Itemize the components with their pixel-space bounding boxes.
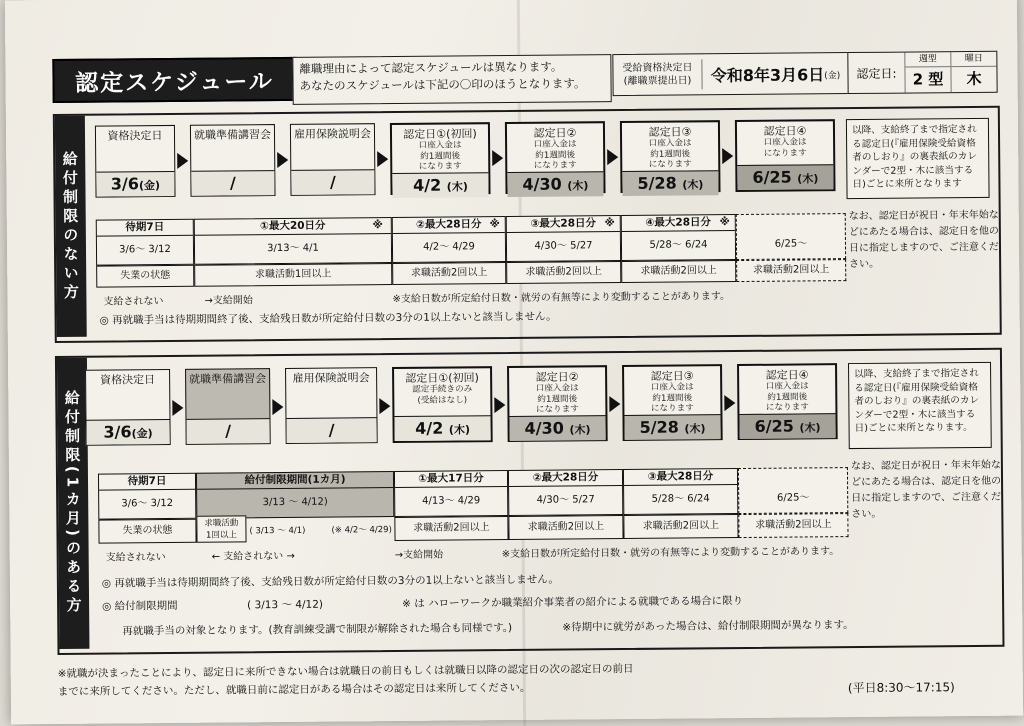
grid-b-r3-note: ※支給日数が所定給付日数・就労の有無等により変動することがあります。: [501, 546, 840, 561]
panel-a-tail-box: 以降、支給終了まで指定される認定日(『雇用保険受給資格者のしおり』の裏表紙のカレンダーで2型・木に該当する日)ごとに来所となります: [846, 118, 990, 199]
grid-b-r2-c2c: (※ 4/2～ 4/29): [331, 525, 392, 536]
grid-b-c5: ③最大28日分 5/28～ 6/24: [623, 468, 738, 515]
flow-box-b-2: 就職準備講習会 /: [185, 368, 271, 445]
grid-a-r2-c4: 求職活動2回以上: [506, 261, 621, 284]
flow-box-b-4-sub: 認定手続きのみ (受給はなし): [412, 384, 473, 406]
flow-box-b-6: 認定日③ 口座入金は 約1週間後 になります 5/28 (木): [622, 364, 723, 441]
flow-arrow-b-5: [609, 396, 620, 412]
flow-box-a-1: 資格決定日 3/6(金): [95, 125, 176, 198]
flow-box-b-4-date: 4/2 (木): [394, 415, 490, 441]
grid-b-r2-c1: 失業の状態: [98, 519, 196, 544]
flow-arrow-a-6: [722, 148, 733, 164]
flow-box-b-1: 資格決定日 3/6(金): [85, 369, 171, 446]
grid-a-r3-c2: →支給開始: [204, 295, 253, 307]
flow-box-a-4-date: 4/2 (木): [392, 172, 488, 198]
grid-b-c2: 給付制限期間(1カ月) 3/13 ～ 4/12): [196, 471, 394, 519]
grid-b-c4: ②最大28日分 4/30～ 5/27: [508, 469, 623, 516]
qualification-date-box: [612, 52, 849, 96]
flow-box-a-3-date: /: [291, 169, 374, 195]
grid-a-c5: ④最大28日分 ※ 5/28～ 6/24: [621, 214, 736, 261]
grid-a-r2-c5: 求職活動2回以上: [621, 260, 736, 283]
header-note-line2: あなたのスケジュールは下記の〇印のほうとなります。: [299, 76, 586, 93]
flow-box-b-5: 認定日② 口座入金は 約1週間後 になります 4/30 (木): [507, 365, 608, 442]
flow-arrow-a-3: [377, 151, 388, 167]
flow-box-a-4-sub: 口座入金は 約1週間後 になります: [418, 140, 462, 172]
recognition-type-box: [847, 51, 997, 94]
panel-b-bottom-note-1: ◎ 再就職手当は待期期間終了後、支給残日数が所定給付日数の3分の1以上ないと該当しません。: [101, 573, 559, 590]
footer-hours: (平日8:30～17:15): [847, 680, 955, 696]
flow-arrow-b-6: [724, 395, 735, 411]
flow-box-a-5-sub: 口座入金は 約1週間後 になります: [533, 139, 577, 171]
grid-a-r3-c1: 支給されない: [103, 296, 164, 308]
grid-a-c6: 6/25～: [736, 213, 846, 260]
grid-b-c3: ①最大17日分 4/13～ 4/29: [394, 470, 508, 517]
header-note: [292, 54, 611, 105]
flow-box-a-4: 認定日①(初回) 口座入金は 約1週間後 になります 4/2 (木): [390, 122, 491, 195]
grid-b-r2-c2a: 求職活動 1回以上: [196, 515, 246, 542]
flow-box-b-7: 認定日④ 口座入金は 約1週間後 になります 6/25 (木): [737, 363, 838, 440]
grid-b-r3-c2: ← 支給されない →: [211, 550, 295, 563]
grid-a-c2: ①最大20日分 ※ 3/13～ 4/1: [194, 217, 392, 265]
flow-arrow-b-2: [272, 399, 283, 415]
header-note-line1: 離職理由によって認定スケジュールは異なります。: [299, 59, 563, 76]
footer-line-1: ※就職が決まったことにより、認定日に来所できない場合は就職日の前日もしくは就職日以降の認定日の次の認定日の前日: [57, 662, 634, 680]
grid-a-r3-note: ※支給日数が所定給付日数・就労の有無等により変動することがあります。: [392, 291, 731, 306]
qualification-date-value: 令和8年3月6日(金): [710, 64, 841, 85]
footer-line-2: までに来所してください。ただし、就職日前に認定日がある場合はその認定日は来所してください。: [57, 681, 531, 698]
flow-arrow-b-4: [494, 397, 505, 413]
grid-b-c1: 待期7日 3/6～ 3/12: [98, 473, 196, 520]
flow-box-a-5-date: 4/30 (木): [507, 171, 603, 197]
flow-box-b-1-date: 3/6(金): [86, 419, 169, 445]
grid-b-r2-c6: 求職活動2回以上: [738, 513, 848, 538]
type-head-weekday: 曜日: [964, 53, 983, 65]
type-value-weekday: 木: [966, 69, 982, 89]
qualification-date-label: 受給資格決定日 (離職票提出日): [613, 59, 702, 90]
flow-box-a-7: 認定日④ 口座入金は になります 6/25 (木): [735, 119, 836, 192]
grid-a-r2-c3: 求職活動2回以上: [392, 262, 506, 285]
recognition-day-label: 認定日:: [848, 53, 905, 93]
grid-b-r2-c5: 求職活動2回以上: [623, 514, 738, 539]
type-value-week: 2 型: [905, 67, 951, 92]
flow-box-b-2-date: /: [186, 418, 269, 444]
grid-a-r2-c2: 求職活動1回以上: [194, 263, 392, 287]
grid-a-r2-c6: 求職活動2回以上: [736, 259, 846, 282]
panel-a-side-label: 給付制限のない方: [55, 116, 87, 337]
flow-arrow-a-5: [607, 149, 618, 165]
flow-box-b-7-date: 6/25 (木): [739, 413, 835, 439]
panel-b-bottom-note-2-range: ( 3/13 ～ 4/12): [247, 598, 324, 612]
flow-box-b-7-sub: 口座入金は 約1週間後 になります: [765, 381, 809, 413]
page-title: 認定スケジュール: [52, 57, 296, 103]
flow-box-a-5: 認定日② 口座入金は 約1週間後 になります 4/30 (木): [505, 121, 606, 194]
panel-b-bottom-note-2: ◎ 給付制限期間: [102, 599, 178, 613]
flow-arrow-a-1: [177, 153, 188, 169]
panel-b-bottom-note-3: 再就職手当の対象となります。(教育訓練受講で制限が解除された場合も同様です。): [122, 622, 513, 638]
flow-box-a-7-sub: 口座入金は になります: [763, 137, 807, 159]
flow-arrow-a-2: [277, 152, 288, 168]
flow-box-b-4: 認定日①(初回) 認定手続きのみ (受給はなし) 4/2 (木): [392, 366, 493, 443]
flow-box-b-6-sub: 口座入金は 約1週間後 になります: [650, 382, 694, 414]
grid-a-c4: ③最大28日分 ※ 4/30～ 5/27: [506, 215, 621, 262]
grid-b-c6: 6/25～: [738, 467, 848, 514]
grid-b-r2-c4: 求職活動2回以上: [508, 515, 623, 540]
flow-box-a-2: 就職準備講習会 /: [190, 124, 276, 197]
grid-b-r3-c1: 支給されない: [105, 552, 166, 564]
flow-box-b-5-sub: 口座入金は 約1週間後 になります: [535, 383, 579, 415]
panel-a-bottom-note: ◎ 再就職手当は待期期間終了後、支給残日数が所定給付日数の3分の1以上ないと該当しません。: [99, 310, 557, 327]
flow-box-a-3: 雇用保険説明会 /: [290, 123, 376, 196]
flow-box-b-3: 雇用保険説明会 /: [285, 367, 378, 444]
flow-arrow-a-4: [492, 150, 503, 166]
panel-b-bottom-note-2-tail: ※ は ハローワークか職業紹介事業者の紹介による就職である場合に限り: [402, 594, 744, 610]
flow-arrow-b-1: [172, 400, 183, 416]
panel-b-side-label: 給付制限(1カ月)のある方: [57, 358, 90, 649]
panel-b-bottom-note-3-tail: ※待期中に就労があった場合は、給付制限期間が異なります。: [562, 619, 854, 634]
flow-box-a-6-sub: 口座入金は 約1週間後 になります: [648, 138, 692, 170]
type-head-week: 週型: [905, 52, 951, 66]
grid-a-c1: 待期7日 3/6～ 3/12: [96, 219, 194, 266]
grid-b-r2-c2b: ( 3/13 ～ 4/1): [249, 525, 306, 537]
flow-box-a-1-date: 3/6(金): [96, 171, 174, 197]
flow-box-a-6-date: 5/28 (木): [622, 170, 718, 196]
flow-box-a-2-date: /: [191, 170, 274, 196]
flow-box-b-5-date: 4/30 (木): [509, 415, 605, 441]
grid-b-r3-c3: →支給開始: [394, 549, 444, 562]
grid-a-c3: ②最大28日分 ※ 4/2～ 4/29: [392, 216, 506, 263]
grid-b-r2-c3: 求職活動2回以上: [394, 516, 508, 541]
flow-box-a-7-date: 6/25 (木): [737, 164, 833, 190]
flow-box-a-6: 認定日③ 口座入金は 約1週間後 になります 5/28 (木): [620, 120, 721, 193]
flow-box-b-3-date: /: [286, 417, 376, 443]
flow-box-b-6-date: 5/28 (木): [624, 414, 720, 440]
panel-b-tail-box: 以降、支給終了まで指定される認定日(『雇用保険受給資格者のしおり』の裏表紙のカレンダーで2型・木に該当する日)ごとに来所となります。: [848, 362, 992, 449]
panel-a-right-note: なお、認定日が祝日・年末年始などにあたる場合は、認定日を他の日に指定しますので、ご注意ください。: [848, 209, 999, 271]
flow-arrow-b-3: [379, 398, 390, 414]
panel-b-right-note: なお、認定日が祝日・年末年始などにあたる場合は、認定日を他の日に指定しますので、ご注意ください。: [850, 459, 1002, 521]
grid-a-r2-c1: 失業の状態: [96, 265, 194, 288]
